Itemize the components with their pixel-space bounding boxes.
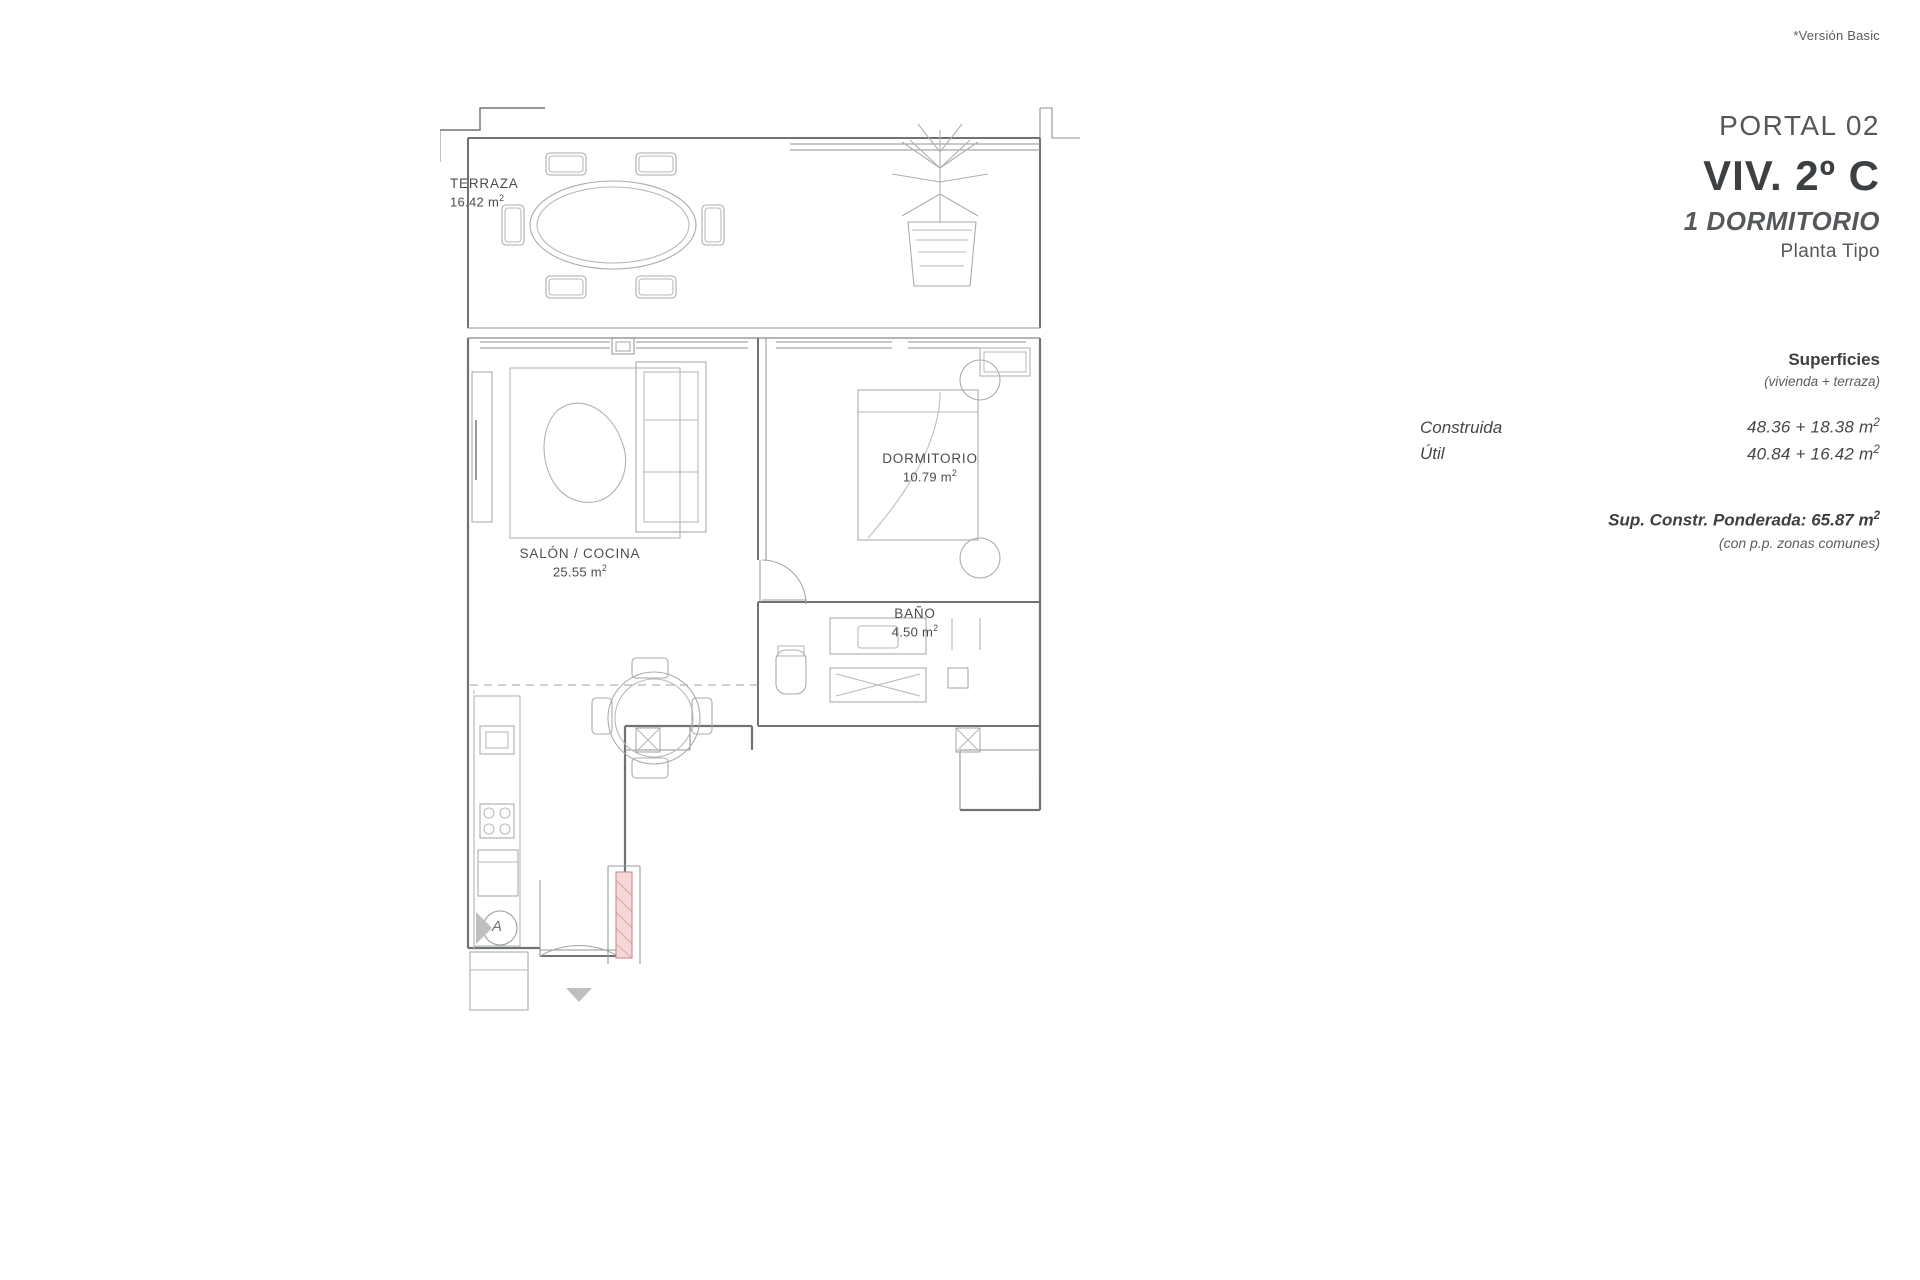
surface-row-construida — [1400, 417, 1880, 438]
room-name: DORMITORIO — [882, 451, 978, 466]
bedroom-count: 1 DORMITORIO — [1683, 206, 1880, 236]
room-name: SALÓN / COCINA — [519, 546, 641, 561]
stair-marker-label: A — [492, 918, 503, 935]
unit-superscript: 2 — [499, 193, 505, 204]
weighted-surface-note: (con p.p. zonas comunes) — [1718, 534, 1880, 551]
unit-header — [1460, 110, 1880, 263]
surface-value-util: 40.84 + 16.42 $m^2$ — [1747, 443, 1880, 464]
room-name: TERRAZA — [450, 176, 519, 191]
room-area: 25.55 $m^2$ — [552, 563, 608, 580]
unit-title: VIV. 2º C — [1703, 152, 1880, 199]
unit-superscript: 2 — [951, 468, 958, 479]
surface-row-util — [1400, 444, 1880, 465]
floor-plan — [440, 90, 1300, 1200]
floor-type: Planta Tipo — [1780, 241, 1880, 262]
weighted-surface: Sup. Constr. Ponderada: 65.87 $m^2$ — [1608, 510, 1880, 530]
room-area: 4.50 $m^2$ — [891, 623, 939, 640]
portal-title: PORTAL 02 — [1719, 110, 1880, 141]
version-note: *Versión Basic — [1793, 28, 1880, 43]
room-area: 16.42 $m^2$ — [450, 193, 505, 210]
unit-superscript: 2 — [1873, 510, 1880, 523]
surface-value-construida: 48.36 + 18.38 $m^2$ — [1747, 417, 1880, 437]
unit-superscript: 2 — [601, 563, 608, 574]
unit-superscript: 2 — [933, 623, 939, 634]
room-name: BAÑO — [894, 606, 936, 621]
surfaces-block — [1400, 350, 1880, 551]
surface-label-util: Útil — [1420, 444, 1445, 464]
unit-superscript: 2 — [1873, 443, 1880, 456]
room-area: 10.79 $m^2$ — [902, 468, 958, 485]
surfaces-subtitle: (vivienda + terraza) — [1764, 374, 1880, 389]
surfaces-title: Superficies — [1788, 350, 1880, 369]
unit-superscript: 2 — [1873, 417, 1880, 429]
floor-plan-svg — [440, 90, 1300, 1200]
surface-label-construida: Construida — [1420, 417, 1503, 437]
